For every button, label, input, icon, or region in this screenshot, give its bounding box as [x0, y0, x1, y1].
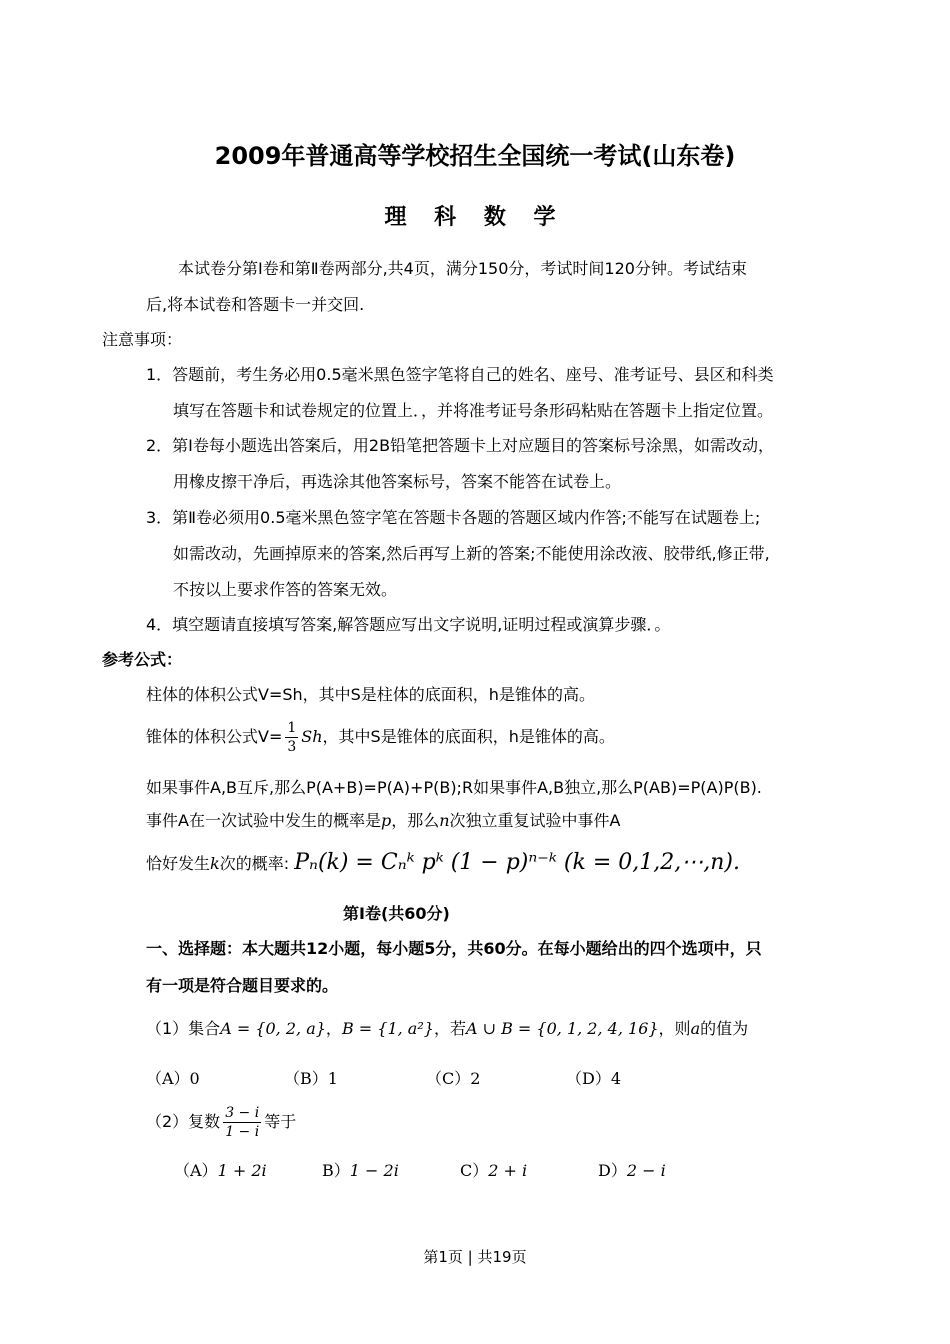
q2-option-c: C）2 + i [460, 1161, 528, 1180]
notice-item-3a: 3．第Ⅱ卷必须用0.5毫米黑色签字笔在答题卡各题的答题区域内作答;不能写在试题卷上; [146, 508, 761, 527]
q2-suffix: 等于 [264, 1112, 297, 1131]
q1-comma: ， [325, 1019, 342, 1038]
q2-option-a-value: 1 + 2i [217, 1161, 267, 1180]
formula-exact-b: 次的概率: [219, 854, 290, 873]
formula-exact-k: k [210, 854, 220, 873]
question-2 [146, 1098, 296, 1146]
q1-option-d: （D）4 [566, 1069, 622, 1088]
notice-item-1a: 1．答题前，考生务必用0.5毫米黑色签字笔将自己的姓名、座号、准考证号、县区和科类 [146, 365, 774, 384]
q2-denominator: 1 − i [225, 1124, 260, 1140]
q2-option-b: B）1 − 2i [322, 1161, 399, 1180]
q1-suffix: 的值为 [700, 1019, 749, 1038]
q1-option-a: （A）0 [146, 1069, 200, 1088]
subject-title: 理 科 数 学 [384, 205, 566, 230]
formula-trial-a: 事件A在一次试验中发生的概率是 [146, 811, 381, 830]
formula-trial-b: ，那么 [391, 811, 440, 830]
q1-prefix: （1）集合 [146, 1019, 221, 1038]
formula-events: 如果事件A,B互斥,那么P(A+B)=P(A)+P(B);R如果事件A,B独立,那么P(AB)=P(A)P(B). [146, 778, 762, 797]
formula-exact-a: 恰好发生 [146, 854, 211, 873]
formula-prism: 柱体的体积公式V=Sh，其中S是柱体的底面积，h是锥体的高。 [146, 685, 595, 704]
notice-heading: 注意事项： [102, 330, 183, 349]
section-heading-a: 一、选择题：本大题共12小题，每小题5分，共60分。在每小题给出的四个选项中，只 [146, 939, 762, 958]
section-heading-b: 有一项是符合题目要求的。 [146, 976, 339, 995]
intro-line-2: 后,将本试卷和答题卡一并交回. [146, 295, 365, 314]
q2-prefix: （2）复数 [146, 1112, 221, 1131]
formula-cone-var: Sh [301, 727, 323, 746]
formula-cone-prefix: 锥体的体积公式V= [146, 727, 283, 746]
formula-trial-n: n [439, 811, 450, 830]
q2-option-d: D）2 − i [598, 1161, 666, 1180]
formula-cone-suffix: ，其中S是锥体的底面积，h是锥体的高。 [322, 727, 615, 746]
q2-fraction [223, 1104, 261, 1141]
q1-then: ，则 [658, 1019, 691, 1038]
formula-trial-p: p [380, 811, 392, 830]
q2-option-b-value: 1 − 2i [349, 1161, 399, 1180]
q2-option-a: （A）1 + 2i [174, 1161, 267, 1180]
q1-set-a: A = {0, 2, a} [220, 1019, 326, 1038]
notice-item-3c: 不按以上要求作答的答案无效。 [173, 580, 398, 599]
formulas-heading: 参考公式： [102, 650, 183, 669]
q1-union: A ∪ B = {0, 1, 2, 4, 16} [465, 1019, 659, 1038]
intro-line-1: 本试卷分第Ⅰ卷和第Ⅱ卷两部分,共4页，满分150分，考试时间120分钟。考试结束 [178, 259, 747, 278]
notice-item-4: 4．填空题请直接填写答案,解答题应写出文字说明,证明过程或演算步骤．。 [146, 615, 671, 634]
formula-trial [146, 808, 620, 831]
q1-option-c: （C）2 [426, 1069, 481, 1088]
formula-cone-numerator: 1 [287, 720, 297, 736]
notice-item-2a: 2．第Ⅰ卷每小题选出答案后，用2B铅笔把答题卡上对应题目的答案标号涂黑，如需改动， [146, 436, 775, 455]
page-title: 2009年普通高等学校招生全国统一考试(山东卷) [214, 142, 736, 170]
q2-option-c-value: 2 + i [488, 1161, 528, 1180]
formula-binomial [146, 846, 740, 881]
q1-var: a [690, 1019, 701, 1038]
formula-cone [146, 714, 615, 760]
q1-set-b: B = {1, a²} [341, 1019, 434, 1038]
q1-mid: ，若 [433, 1019, 466, 1038]
q1-option-b: （B）1 [284, 1069, 338, 1088]
q2-numerator: 3 − i [225, 1105, 260, 1121]
page-footer: 第1页 | 共19页 [423, 1248, 527, 1266]
formula-binomial-expression: Pₙ(k) = Cₙᵏ pᵏ (1 − p)ⁿ⁻ᵏ (k = 0,1,2,⋯,n). [294, 850, 740, 875]
notice-item-3b: 如需改动，先画掉原来的答案,然后再写上新的答案;不能使用涂改液、胶带纸,修正带, [173, 544, 770, 563]
notice-item-1b: 填写在答题卡和试卷规定的位置上．，并将准考证号条形码粘贴在答题卡上指定位置。 [173, 401, 774, 420]
formula-cone-denominator: 3 [287, 739, 297, 755]
notice-item-2b: 用橡皮擦干净后，再选涂其他答案标号，答案不能答在试卷上。 [173, 472, 622, 491]
q2-option-d-value: 2 − i [626, 1161, 666, 1180]
part1-heading: 第Ⅰ卷(共60分) [343, 904, 450, 923]
formula-cone-fraction [285, 719, 298, 756]
question-1 [146, 1016, 748, 1039]
formula-trial-c: 次独立重复试验中事件A [449, 811, 621, 830]
